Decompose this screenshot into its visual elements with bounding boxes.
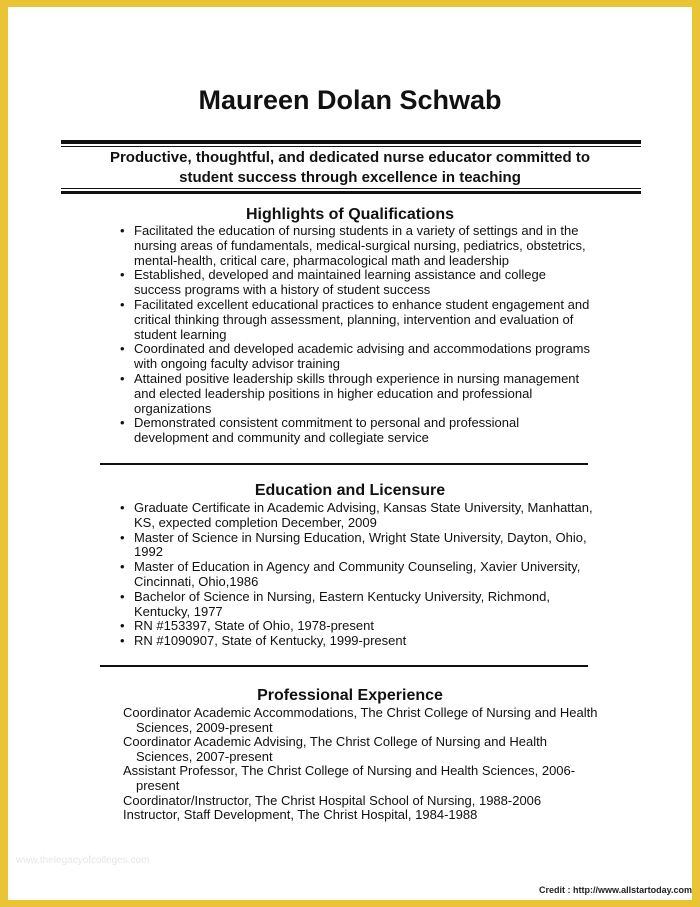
summary-line-2: student success through excellence in teaching bbox=[179, 169, 521, 186]
highlights-list bbox=[120, 224, 595, 446]
credit-text: Credit : http://www.allstartoday.com bbox=[538, 885, 692, 895]
list-item: • Facilitated excellent educational practices to enhance student engagement and critical thinking through assessment, planning, intervention and evaluation of student learning bbox=[120, 298, 595, 342]
summary-line-1: Productive, thoughtful, and dedicated nurse educator committed to bbox=[109, 149, 591, 166]
resume-page bbox=[8, 7, 692, 900]
list-item: • Facilitated the education of nursing students in a variety of settings and in the nursing areas of fundamentals, medical-surgical nursing, pediatrics, obstetrics, mental-health, critical care, pharmacological math and leadership bbox=[120, 224, 595, 268]
list-item: Coordinator/Instructor, The Christ Hospital School of Nursing, 1988-2006 bbox=[123, 792, 542, 808]
list-item: • Graduate Certificate in Academic Advising, Kansas State University, Manhattan, KS, expected completion December, 2009 bbox=[120, 501, 595, 531]
list-item: • Attained positive leadership skills through experience in nursing management and elected leadership positions in higher education and professional organizations bbox=[120, 372, 595, 416]
top-rule-thin bbox=[61, 146, 641, 147]
section-divider bbox=[100, 665, 588, 667]
highlights-heading: Highlights of Qualifications bbox=[246, 206, 454, 223]
summary-rule-thick bbox=[61, 191, 641, 194]
list-item: Instructor, Staff Development, The Christ Hospital, 1984-1988 bbox=[123, 807, 478, 823]
list-item: • Master of Science in Nursing Education, Wright State University, Dayton, Ohio, 1992 bbox=[120, 531, 595, 561]
watermark-text: www.thelegacyofcolleges.com bbox=[16, 855, 150, 866]
list-item: Assistant Professor, The Christ College of Nursing and Health Sciences, 2006-present bbox=[123, 763, 576, 793]
top-rule-thick bbox=[61, 140, 641, 144]
list-item: Coordinator Academic Accommodations, The Christ College of Nursing and Health Sciences, 2009-present bbox=[123, 705, 598, 735]
list-item: • Established, developed and maintained learning assistance and college success programs with a history of student success bbox=[120, 268, 595, 298]
education-heading: Education and Licensure bbox=[254, 482, 446, 499]
summary-rule-thin bbox=[61, 188, 641, 189]
list-item: • Coordinated and developed academic advising and accommodations programs with ongoing faculty advisor training bbox=[120, 342, 595, 372]
list-item: • Demonstrated consistent commitment to personal and professional development and community and collegiate service bbox=[120, 416, 595, 446]
list-item: Coordinator Academic Advising, The Christ College of Nursing and Health Sciences, 2007-present bbox=[123, 734, 547, 764]
experience-heading: Professional Experience bbox=[257, 687, 443, 704]
resume-name: Maureen Dolan Schwab bbox=[198, 85, 502, 115]
list-item: • Bachelor of Science in Nursing, Eastern Kentucky University, Richmond, Kentucky, 1977 bbox=[120, 590, 595, 620]
list-item: • Master of Education in Agency and Community Counseling, Xavier University, Cincinnati, Ohio,1986 bbox=[120, 560, 595, 590]
education-list bbox=[120, 501, 595, 649]
experience-list bbox=[123, 706, 603, 823]
list-item: • RN #1090907, State of Kentucky, 1999-present bbox=[120, 634, 595, 649]
section-divider bbox=[100, 463, 588, 465]
list-item: • RN #153397, State of Ohio, 1978-present bbox=[120, 619, 595, 634]
professional-summary bbox=[66, 148, 634, 188]
